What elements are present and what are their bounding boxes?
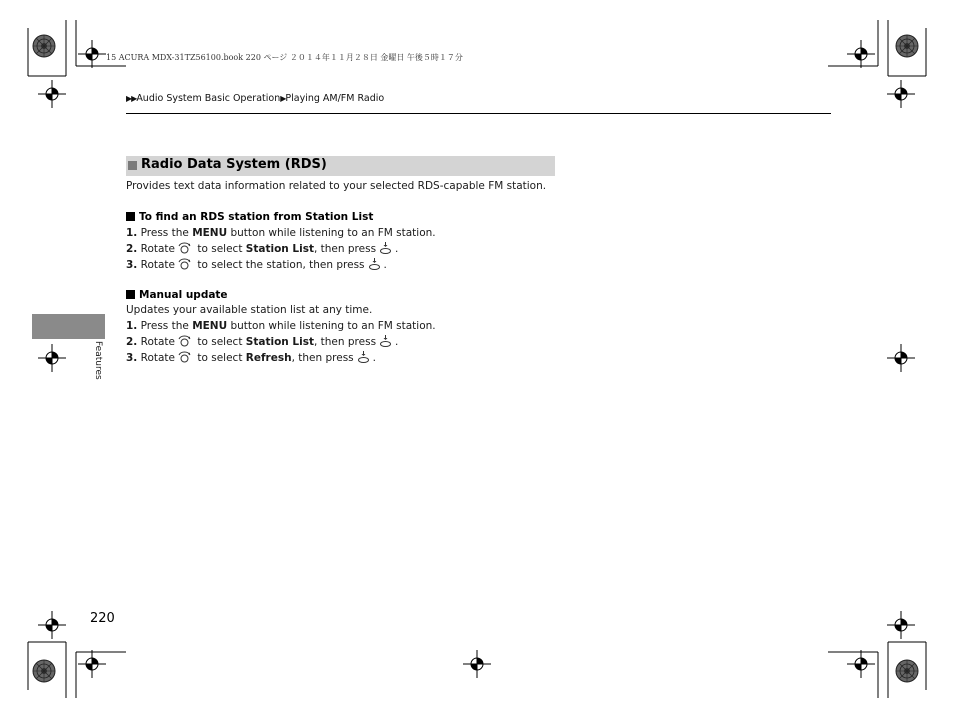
crosshair-mark [38, 80, 66, 108]
crosshair-mark [38, 344, 66, 372]
crosshair-mark [78, 40, 106, 68]
breadcrumb [126, 93, 384, 104]
section-header-bar [126, 156, 555, 176]
find-step-3: 3. Rotate to select the station, then press . [126, 259, 387, 271]
crosshair-mark [38, 611, 66, 639]
rotate-knob-icon [177, 242, 192, 254]
rosette-mark-bottom-left [33, 660, 55, 682]
chapter-side-tab[interactable] [32, 314, 105, 339]
rosette-mark-top-right [896, 35, 918, 57]
manual-update-intro: Updates your available station list at any time. [126, 304, 373, 316]
crosshair-mark [847, 40, 875, 68]
crosshair-mark [887, 344, 915, 372]
manual-step-1: 1. Press the MENU button while listening to an FM station. [126, 320, 436, 332]
rotate-knob-icon [177, 258, 192, 270]
rosette-mark-bottom-right [896, 660, 918, 682]
chapter-side-label: Features [93, 341, 103, 380]
print-header: 15 ACURA MDX-31TZ56100.book 220 ページ ２０１４年１１月２８日 金曜日 午後５時１７分 [106, 53, 463, 62]
find-station-heading: To find an RDS station from Station List [126, 211, 373, 223]
manual-step-3: 3. Rotate to select Refresh, then press . [126, 352, 376, 364]
press-knob-icon [367, 258, 382, 270]
page-number: 220 [90, 611, 115, 626]
press-knob-icon [378, 242, 393, 254]
breadcrumb-link-playing-radio[interactable]: Playing AM/FM Radio [285, 93, 385, 104]
find-step-2: 2. Rotate to select Station List, then press . [126, 243, 399, 255]
rotate-knob-icon [177, 351, 192, 363]
crosshair-mark [847, 650, 875, 678]
crosshair-mark [887, 80, 915, 108]
header-rule [126, 113, 831, 114]
manual-update-heading: Manual update [126, 289, 228, 301]
breadcrumb-arrows: ▶▶ [126, 94, 137, 103]
section-square-icon [128, 161, 137, 170]
find-step-1: 1. Press the MENU button while listening to an FM station. [126, 227, 436, 239]
section-intro: Provides text data information related to your selected RDS-capable FM station. [126, 180, 547, 192]
section-title: Radio Data System (RDS) [141, 157, 327, 172]
manual-step-2: 2. Rotate to select Station List, then press . [126, 336, 399, 348]
crosshair-mark [887, 611, 915, 639]
breadcrumb-separator: ▶ [280, 94, 286, 103]
square-bullet-icon [126, 212, 135, 221]
breadcrumb-link-audio-basic[interactable]: Audio System Basic Operation [136, 93, 281, 104]
crosshair-mark [463, 650, 491, 678]
crosshair-mark [78, 650, 106, 678]
rosette-mark-top-left [33, 35, 55, 57]
square-bullet-icon [126, 290, 135, 299]
press-knob-icon [356, 351, 371, 363]
rotate-knob-icon [177, 335, 192, 347]
press-knob-icon [378, 335, 393, 347]
